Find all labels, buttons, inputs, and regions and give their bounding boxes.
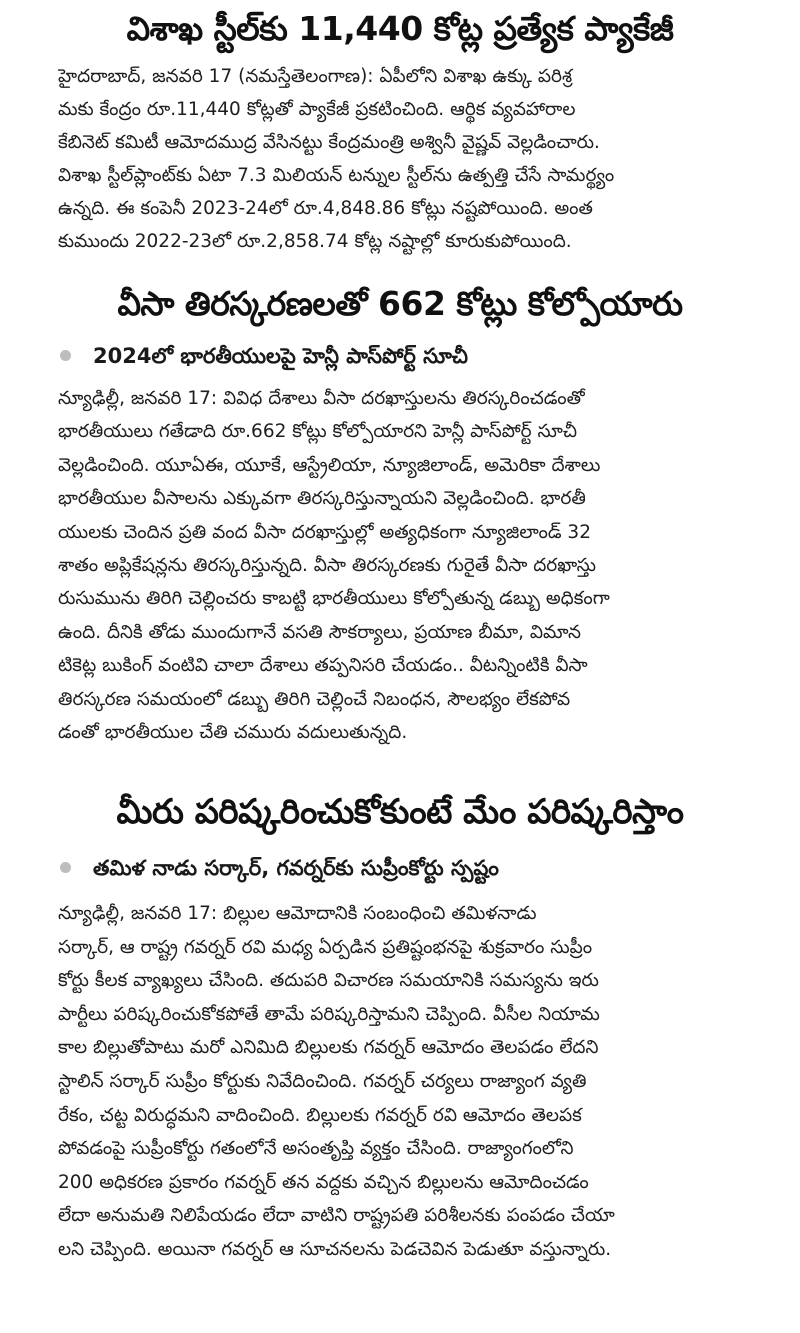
article-3-line: 200 అధికరణ ప్రకారం గవర్నర్ తన వద్దకు వచ్చిన బిల్లులను ఆమోదించడం — [58, 1171, 589, 1193]
article-1-line: ఉన్నది. ఈ కంపెనీ 2023-24లో రూ.4,848.86 కోట్లు నష్టపోయింది. అంత — [58, 198, 593, 219]
article-3-line: లని చెప్పింది. అయినా గవర్నర్ ఆ సూచనలను పెడచెవిన పెడుతూ వస్తున్నారు. — [58, 1238, 612, 1260]
article-2-line: న్యూఢిల్లీ, జనవరి 17: వివిధ దేశాలు వీసా దరఖాస్తులను తిరస్కరించడంతో — [58, 388, 585, 409]
article-2-line: భారతీయులు గతేడాది రూ.662 కోట్లు కోల్పోయారని హెన్లీ పాస్‌పోర్ట్ సూచీ — [58, 421, 577, 443]
article-2-line: రుసుమును తిరిగి చెల్లించరు కాబట్టి భారతీయులు కోల్పోతున్న డబ్బు అధికంగా — [58, 588, 610, 610]
article-3-line: పోవడంపై సుప్రీంకోర్టు గతంలోనే అసంతృప్తి వ్యక్తం చేసింది. రాజ్యాంగంలోని — [58, 1138, 574, 1160]
article-3-line: కాల బిల్లుతోపాటు మరో ఎనిమిది బిల్లులకు గవర్నర్ ఆమోదం తెలపడం లేదని — [58, 1037, 599, 1059]
article-1-line: విశాఖ స్టీల్‌ప్లాంట్‌కు ఏటా 7.3 మిలియన్ టన్నుల స్టీల్‌ను ఉత్పత్తి చేసే సామర్థ్యం — [58, 165, 615, 186]
article-2-line: యులకు చెందిన ప్రతి వంద వీసా దరఖాస్తుల్లో అత్యధికంగా న్యూజిలాండ్ 32 — [58, 521, 591, 543]
article-3-line: న్యూఢిల్లీ, జనవరి 17: బిల్లుల ఆమోదానికి సంబంధించి తమిళనాడు — [58, 903, 537, 924]
article-3-line: లేదా అనుమతి నిలిపేయడం లేదా వాటిని రాష్ట్రపతి పరిశీలనకు పంపడం చేయా — [58, 1205, 615, 1227]
article-1-line: కుముందు 2022-23లో రూ.2,858.74 కోట్ల నష్టాల్లో కూరుకుపోయింది. — [58, 231, 572, 252]
article-2-body — [58, 382, 764, 749]
article-3-line: స్టాలిన్ సర్కార్ సుప్రీం కోర్టుకు నివేదించింది. గవర్నర్ చర్యలు రాజ్యాంగ వ్యతి — [58, 1070, 587, 1092]
article-3-line: రేకం, చట్ట విరుద్ధమని వాదించింది. బిల్లులకు గవర్నర్ రవి ఆమోదం తెలపక — [58, 1104, 582, 1126]
article-1-body — [58, 60, 764, 258]
article-2-line: వెల్లడించింది. యూఏఈ, యూకే, ఆస్ట్రేలియా, న్యూజిలాండ్, అమెరికా దేశాలు — [58, 454, 601, 476]
article-3-headline: మీరు పరిష్కరించుకోకుంటే మేం పరిష్కరిస్తాం — [116, 792, 684, 832]
bullet-icon — [60, 350, 71, 361]
article-2-line: తిరస్కరణ సమయంలో డబ్బు తిరిగి చెల్లించే నిబంధన, సౌలభ్యం లేకపోవ — [58, 688, 571, 710]
article-3-line: పార్టీలు పరిష్కరించుకోకపోతే తామే పరిష్కరిస్తామని చెప్పింది. వీసీల నియామ — [58, 1003, 600, 1025]
article-3-kicker-text: తమిళ నాడు సర్కార్, గవర్నర్‌కు సుప్రీంకోర్టు స్పష్టం — [93, 856, 499, 880]
article-2-kicker-text: 2024లో భారతీయులపై హెన్లీ పాస్‌పోర్ట్ సూచీ — [93, 344, 468, 368]
article-3-body — [58, 897, 764, 1267]
article-2-line: ఉంది. దీనికి తోడు ముందుగానే వసతి సౌకర్యాలు, ప్రయాణ బీమా, విమాన — [58, 621, 581, 643]
article-2-line: టికెట్ల బుకింగ్ వంటివి చాలా దేశాలు తప్పనిసరి చేయడం.. వీటన్నింటికి వీసా — [58, 655, 588, 677]
article-2-line: భారతీయుల వీసాలను ఎక్కువగా తిరస్కరిస్తున్నాయని వెల్లడించింది. భారతీ — [58, 488, 586, 510]
article-1-line: హైదరాబాద్, జనవరి 17 (నమస్తేతెలంగాణ): ఏపీలోని విశాఖ ఉక్కు పరిశ్ర — [58, 66, 573, 87]
article-2-headline: వీసా తిరస్కరణలతో 662 కోట్లు కోల్పోయారు — [117, 284, 683, 323]
bullet-icon — [60, 862, 71, 873]
article-1-headline: విశాఖ స్టీల్‌కు 11,440 కోట్ల ప్రత్యేక ప్యాకేజీ — [126, 9, 674, 48]
article-3-line: కోర్టు కీలక వ్యాఖ్యలు చేసింది. తదుపరి విచారణ సమయానికి సమస్యను ఇరు — [58, 970, 599, 992]
article-3-kicker — [60, 851, 499, 885]
article-3-line: సర్కార్, ఆ రాష్ట్ర గవర్నర్ రవి మధ్య ఏర్పడిన ప్రతిష్టంభనపై శుక్రవారం సుప్రీం — [58, 936, 593, 958]
article-1-line: కేబినెట్ కమిటీ ఆమోదముద్ర వేసినట్టు కేంద్రమంత్రి అశ్వినీ వైష్ణవ్ వెల్లడించారు. — [58, 132, 600, 153]
article-2-line: శాతం అప్లికేషన్లను తిరస్కరిస్తున్నది. వీసా తిరస్కరణకు గురైతే వీసా దరఖాస్తు — [58, 555, 597, 577]
article-2-line: డంతో భారతీయుల చేతి చమురు వదులుతున్నది. — [58, 722, 408, 744]
article-2-kicker — [60, 339, 468, 373]
article-1-line: మకు కేంద్రం రూ.11,440 కోట్లతో ప్యాకేజీ ప్రకటించింది. ఆర్థిక వ్యవహారాల — [58, 99, 576, 120]
